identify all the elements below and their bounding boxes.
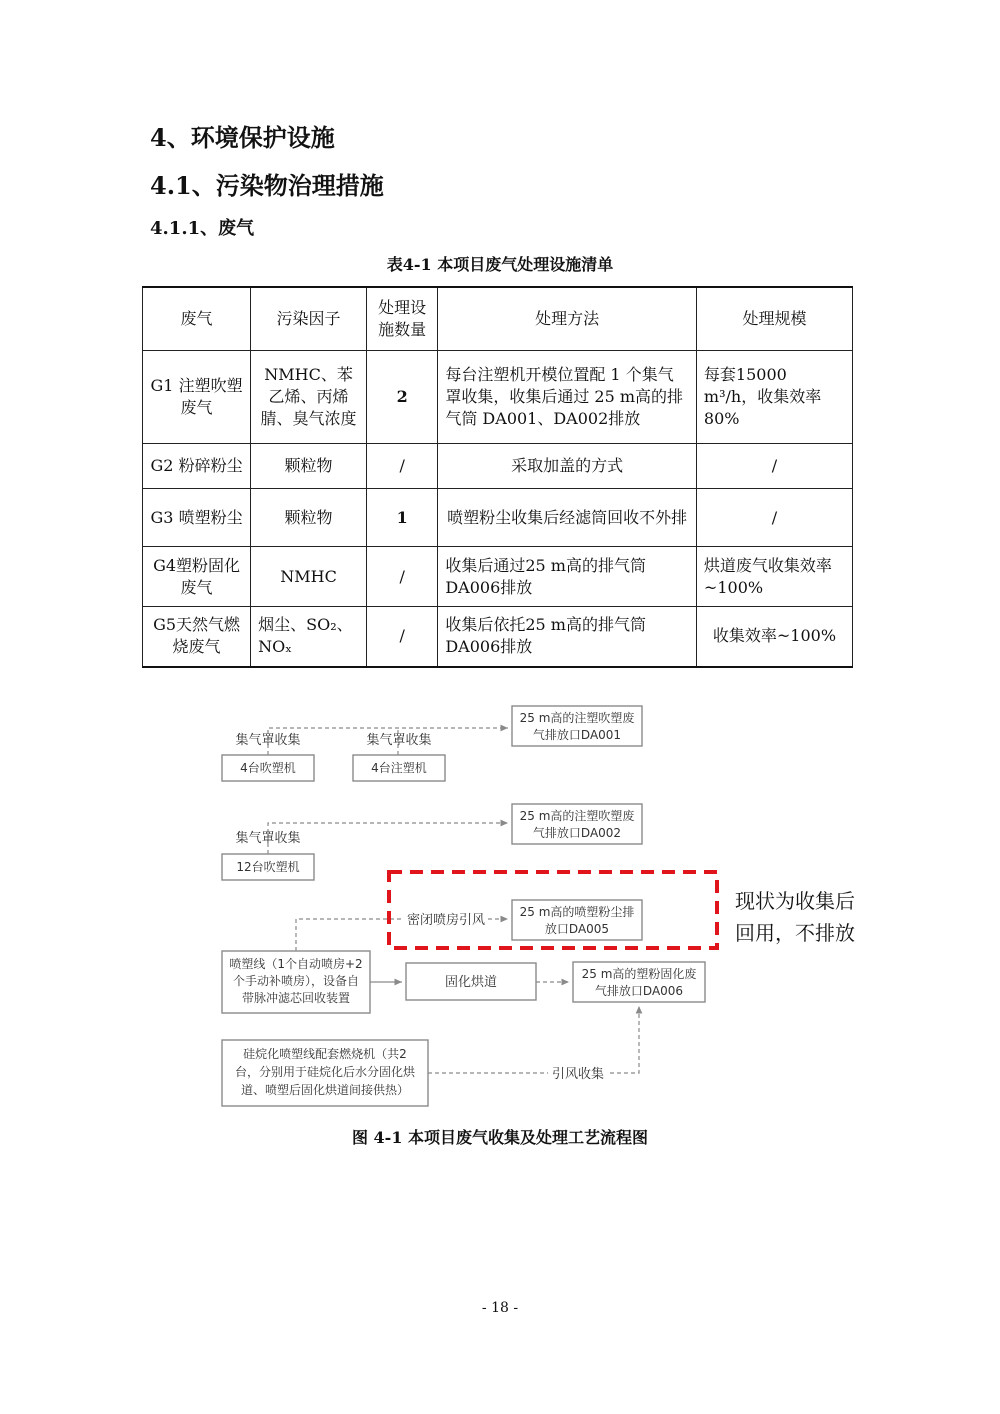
hood-label: 集气罩收集 xyxy=(366,733,432,748)
annotation-text: 现状为收集后 xyxy=(735,889,855,913)
table-cell: 收集效率~100% xyxy=(696,607,852,667)
svg-text:4台注塑机: 4台注塑机 xyxy=(371,761,427,775)
table-cell: 颗粒物 xyxy=(251,444,367,489)
flow-edge-da002 xyxy=(268,823,508,854)
header-cell: 处理方法 xyxy=(438,287,697,351)
svg-text:25 m高的注塑吹塑废: 25 m高的注塑吹塑废 xyxy=(519,809,635,823)
svg-text:气排放口DA002: 气排放口DA002 xyxy=(532,826,622,840)
table-cell: G4塑粉固化废气 xyxy=(143,547,251,607)
subsubsection-heading: 4.1.1、废气 xyxy=(150,218,255,239)
svg-text:25 m高的注塑吹塑废: 25 m高的注塑吹塑废 xyxy=(519,711,635,725)
table-cell: 颗粒物 xyxy=(251,489,367,547)
table-cell: G2 粉碎粉尘 xyxy=(143,444,251,489)
page-number: - 18 - xyxy=(481,1300,519,1316)
svg-text:25 m高的喷塑粉尘排: 25 m高的喷塑粉尘排 xyxy=(519,905,635,919)
table-cell: 烘道废气收集效率~100% xyxy=(696,547,852,607)
annotation-text: 回用，不排放 xyxy=(735,921,855,945)
svg-text:气排放口DA006: 气排放口DA006 xyxy=(594,984,684,998)
table-cell: 1 xyxy=(367,489,438,547)
hood-label: 集气罩收集 xyxy=(235,831,301,846)
table-cell: NMHC、苯乙烯、丙烯腈、臭气浓度 xyxy=(251,351,367,444)
table-cell: 2 xyxy=(367,351,438,444)
table-cell: 采取加盖的方式 xyxy=(438,444,697,489)
node-burner xyxy=(222,1040,428,1106)
sealed-label: 密闭喷房引风 xyxy=(406,913,486,928)
node-curing-oven xyxy=(406,963,536,1000)
node-4-injection-machines xyxy=(353,755,445,781)
induced-label: 引风收集 xyxy=(551,1067,605,1082)
figure-caption: 图 4-1 本项目废气收集及处理工艺流程图 xyxy=(351,1128,649,1147)
table-cell: 烟尘、SO₂、NOₓ xyxy=(251,607,367,667)
flow-edge-burner xyxy=(428,1006,639,1073)
svg-text:放口DA005: 放口DA005 xyxy=(544,922,610,936)
table-cell: NMHC xyxy=(251,547,367,607)
hood-label: 集气罩收集 xyxy=(235,733,301,748)
table-cell: G3 喷塑粉尘 xyxy=(143,489,251,547)
table-cell: 每套15000 m³/h，收集效率80% xyxy=(696,351,852,444)
svg-text:台，分别用于硅烷化后水分固化烘: 台，分别用于硅烷化后水分固化烘 xyxy=(234,1065,416,1079)
header-cell: 处理规模 xyxy=(696,287,852,351)
node-stack-da005 xyxy=(512,900,642,940)
node-stack-da001 xyxy=(512,706,642,746)
table-cell: G5天然气燃烧废气 xyxy=(143,607,251,667)
node-12-blow-molding-machines xyxy=(222,854,314,880)
table-cell: / xyxy=(367,547,438,607)
table-cell: 每台注塑机开模位置配 1 个集气罩收集，收集后通过 25 m高的排气筒 DA001、DA002排放 xyxy=(438,351,697,444)
svg-text:个手动补喷房），设备自: 个手动补喷房），设备自 xyxy=(232,974,360,988)
svg-text:喷塑线（1个自动喷房+2: 喷塑线（1个自动喷房+2 xyxy=(229,957,363,971)
table-cell: / xyxy=(696,444,852,489)
header-cell: 处理设施数量 xyxy=(367,287,438,351)
svg-text:道、喷塑后固化烘道间接供热）: 道、喷塑后固化烘道间接供热） xyxy=(240,1083,410,1097)
svg-text:25 m高的塑粉固化废: 25 m高的塑粉固化废 xyxy=(581,967,697,981)
node-spray-line xyxy=(222,951,370,1013)
section-heading: 4、环境保护设施 xyxy=(150,123,335,152)
table-cell: G1 注塑吹塑废气 xyxy=(143,351,251,444)
table-cell: / xyxy=(367,607,438,667)
subsection-heading: 4.1、污染物治理措施 xyxy=(150,171,384,200)
header-cell: 废气 xyxy=(143,287,251,351)
svg-text:4台吹塑机: 4台吹塑机 xyxy=(240,761,296,775)
svg-text:硅烷化喷塑线配套燃烧机（共2: 硅烷化喷塑线配套燃烧机（共2 xyxy=(243,1047,407,1061)
header-cell: 污染因子 xyxy=(251,287,367,351)
table-cell: 喷塑粉尘收集后经滤筒回收不外排 xyxy=(438,489,697,547)
node-stack-da006 xyxy=(573,962,705,1002)
svg-text:固化烘道: 固化烘道 xyxy=(444,975,498,990)
svg-text:气排放口DA001: 气排放口DA001 xyxy=(532,728,622,742)
table-cell: 收集后依托25 m高的排气筒DA006排放 xyxy=(438,607,697,667)
table-cell: / xyxy=(367,444,438,489)
svg-text:带脉冲滤芯回收装置: 带脉冲滤芯回收装置 xyxy=(241,991,351,1005)
table-cell: 收集后通过25 m高的排气筒DA006排放 xyxy=(438,547,697,607)
node-4-blow-molding-machines xyxy=(222,755,314,781)
table-cell: / xyxy=(696,489,852,547)
node-stack-da002 xyxy=(512,804,642,844)
svg-text:12台吹塑机: 12台吹塑机 xyxy=(236,860,300,874)
table-caption: 表4-1 本项目废气处理设施清单 xyxy=(386,255,614,274)
